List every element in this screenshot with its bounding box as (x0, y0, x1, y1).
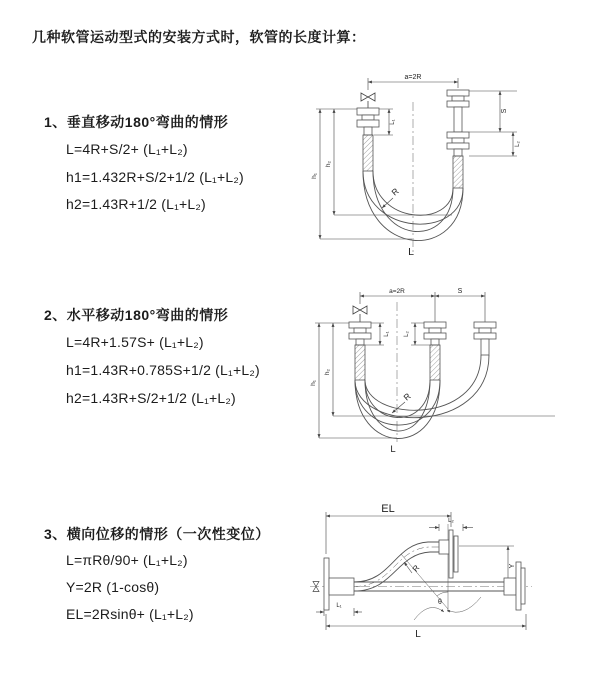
section2-formula-h1: h1=1.43R+0.785S+1/2 (L₁+L₂) (66, 362, 260, 378)
section2-heading: 2、水平移动180°弯曲的情形 (44, 307, 229, 323)
dim-label-l1: L₁ (384, 331, 390, 337)
dim-label-s: S (501, 108, 508, 114)
diagram-lateral-displacement (296, 494, 600, 652)
radius-label: R (389, 185, 401, 198)
section1-heading: 1、垂直移动180°弯曲的情形 (44, 114, 229, 130)
section2-formula-h2: h2=1.43R+S/2+1/2 (L₁+L₂) (66, 390, 236, 406)
diagram-horizontal-180-bend (305, 280, 600, 462)
dim-label-h1: h₁ (311, 173, 318, 179)
section2-formula-l: L=4R+1.57S+ (L₁+L₂) (66, 334, 204, 350)
length-label: L (408, 246, 414, 258)
length-label: L (415, 629, 421, 640)
angle-label: θ (438, 599, 442, 606)
dim-label-h2: h₂ (325, 160, 332, 168)
section1-formula-l: L=4R+S/2+ (L₁+L₂) (66, 141, 188, 157)
radius-label: R (401, 390, 413, 403)
dim-label-l2: L₂ (448, 518, 454, 524)
dim-label-l1: L₁ (390, 119, 396, 125)
section1-formula-h2: h2=1.43R+1/2 (L₁+L₂) (66, 196, 206, 212)
section3-formula-l: L=πRθ/90+ (L₁+L₂) (66, 552, 188, 568)
diagram-vertical-180-bend (308, 66, 580, 260)
dim-label-h2: h₂ (324, 368, 331, 376)
section3-formula-y: Y=2R (1-cosθ) (66, 579, 160, 595)
dim-label-l2: L₂ (515, 141, 521, 147)
dim-label-el: EL (381, 503, 395, 515)
radius-label: R (410, 563, 422, 574)
dim-label-y: Y (509, 563, 516, 569)
dim-label-h1: h₁ (310, 380, 317, 386)
section3-formula-el: EL=2Rsinθ+ (L₁+L₂) (66, 606, 194, 622)
dim-label-l2: L₂ (404, 331, 410, 337)
page-title: 几种软管运动型式的安装方式时，软管的长度计算： (32, 29, 366, 45)
section1-formula-h1: h1=1.432R+S/2+1/2 (L₁+L₂) (66, 169, 244, 185)
length-label: L (390, 444, 396, 455)
dim-label-l1: L₁ (336, 603, 342, 609)
hose-curves (354, 542, 504, 591)
valve-icon (353, 306, 367, 322)
hose-curves (355, 355, 489, 439)
section3-heading: 3、横向位移的情形（一次性变位） (44, 526, 270, 542)
dim-label-a2r: a=2R (404, 74, 422, 81)
dim-label-a2r: a=2R (389, 288, 405, 295)
dim-label-s: S (457, 288, 463, 295)
valve-icon (361, 93, 375, 108)
pipe-fittings (349, 322, 496, 380)
